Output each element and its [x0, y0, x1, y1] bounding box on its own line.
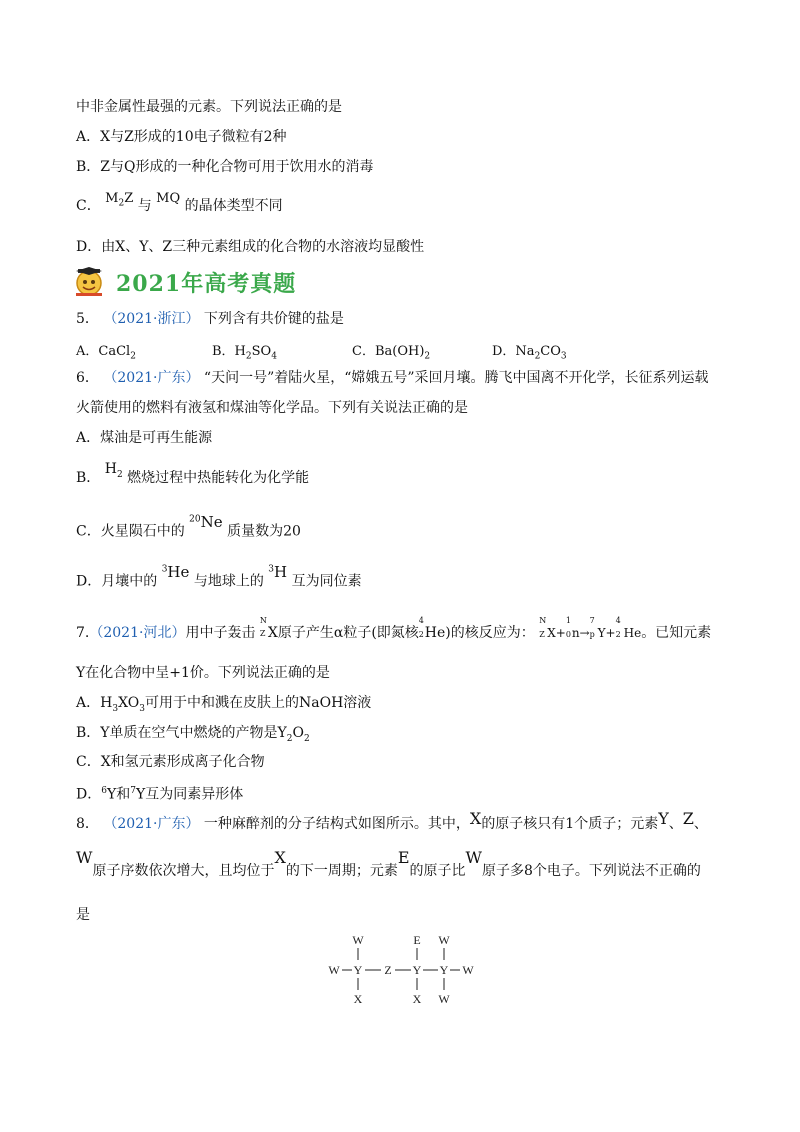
banner-title: 2021年高考真题	[116, 270, 297, 297]
option-b-mid: O	[292, 725, 304, 741]
subscript: 2	[286, 733, 293, 744]
element-symbol: Ne	[200, 512, 223, 531]
question-text: 一种麻醉剂的分子结构式如图所示。其中，	[203, 816, 470, 832]
h-symbol: H	[104, 461, 117, 477]
option-c-tail: 质量数为20	[227, 523, 301, 540]
question-text: 。已知元素	[641, 625, 712, 641]
q7-stem-line2: Y在化合物中呈+1价。下列说法正确的是	[76, 665, 330, 681]
atomic-number: p	[589, 630, 595, 639]
q6-stem-line2: 火箭使用的燃料有液氢和煤油等化学品。下列有关说法正确的是	[76, 400, 468, 416]
option-b-text: B．Y单质在空气中燃烧的产物是Y	[76, 725, 287, 741]
question-source: （2021·广东）	[103, 370, 200, 386]
question-text: )的核反应为：	[445, 625, 535, 641]
z-symbol: Z	[124, 191, 134, 206]
he-nuclide-notation	[418, 616, 425, 643]
atomic-number: Z	[259, 629, 266, 638]
q5-option-d	[492, 340, 567, 362]
q6-option-b	[76, 461, 310, 494]
mass-number: 7	[589, 616, 595, 625]
option-c-text: C．Ba(OH)	[352, 344, 425, 359]
q5-option-a	[76, 340, 136, 362]
eq-x-nuclide	[539, 616, 547, 643]
m2z-subscript: 2	[118, 198, 125, 209]
option-d-mid: 与地球上的	[193, 573, 264, 590]
mass-number: 4	[418, 616, 424, 625]
question-text: 原子多8个电子。下列说法不正确的	[481, 863, 701, 879]
q6-option-c	[76, 512, 301, 542]
mass-number: N	[539, 616, 547, 625]
option-a-mid: XO	[118, 695, 140, 711]
q8-stem-line3: 是	[76, 907, 90, 923]
question-text: 的原子比	[409, 863, 466, 879]
question-number: 6．	[76, 370, 99, 386]
mass-number: 20	[189, 514, 201, 524]
question-number: 8．	[76, 816, 99, 832]
question-text: 原子序数依次增大，且均位于	[92, 863, 275, 879]
eq-text: He	[623, 626, 642, 640]
eq-text: X+	[547, 626, 566, 640]
h2-formula	[104, 461, 123, 480]
subscript: 2	[245, 351, 252, 362]
option-b-text: B．H	[212, 344, 246, 359]
w-symbol: W	[76, 848, 93, 867]
neutron-notation	[565, 616, 572, 643]
z-symbol: Z	[682, 809, 694, 828]
atom-row-1: W	[328, 963, 340, 977]
subscript: 2	[116, 469, 123, 480]
he-product-nuclide	[615, 616, 624, 643]
atom-row-4: Y	[412, 963, 422, 977]
atomic-number: 2	[418, 630, 424, 639]
ne-isotope	[189, 512, 223, 531]
question-number: 5．	[76, 311, 99, 327]
superscript: 6	[101, 786, 107, 796]
q4-option-d: D．由X、Y、Z三种元素组成的化合物的水溶液均显酸性	[76, 239, 425, 255]
subscript: 2	[130, 351, 136, 362]
subscript: 3	[112, 703, 119, 714]
nuclear-equation	[539, 616, 642, 640]
section-banner	[72, 267, 296, 297]
atom-row-3: Z	[384, 963, 392, 977]
subscript: 3	[560, 351, 567, 362]
q5-option-c	[352, 340, 430, 362]
atomic-number: 0	[565, 630, 571, 639]
w-symbol: W	[465, 848, 482, 867]
option-d-label: D．月壤中的	[76, 573, 158, 590]
x-symbol: X	[469, 809, 482, 828]
separator: 、	[668, 816, 683, 832]
q8-stem-line1	[76, 809, 708, 834]
e-symbol: E	[397, 848, 410, 867]
question-source: （2021·河北）	[89, 625, 186, 641]
subscript: 2	[304, 733, 310, 744]
atom-row-2: Y	[353, 963, 363, 977]
question-text: 下列含有共价键的盐是	[203, 311, 344, 327]
q7-option-a	[76, 693, 371, 719]
subscript: 2	[424, 351, 431, 362]
eq-text: n→	[571, 626, 590, 640]
atom-top-1: W	[352, 933, 364, 947]
q4-option-b: B．Z与Q形成的一种化合物可用于饮用水的消毒	[76, 159, 374, 175]
q6-option-a: A．煤油是可再生能源	[76, 430, 213, 446]
atom-bottom-3: W	[438, 992, 450, 1006]
option-b-label: B．	[76, 470, 101, 486]
atom-row-6: W	[462, 963, 474, 977]
mascot-icon	[72, 267, 106, 297]
question-text: 的下一周期；元素	[285, 863, 398, 879]
option-d-text: D．	[76, 786, 102, 803]
mq-formula: MQ	[156, 191, 181, 206]
option-d-tail: 互为同位素	[291, 573, 362, 590]
mass-number: 4	[615, 616, 621, 625]
q5-option-b	[212, 340, 277, 362]
subscript: 2	[534, 351, 541, 362]
eq-text: Y+	[597, 626, 616, 640]
option-a-text: A．H	[76, 695, 113, 711]
mass-number: 1	[565, 616, 571, 625]
question-text: 原子产生α粒子(即氮核	[277, 625, 419, 641]
nz-nuclide-notation	[259, 616, 268, 643]
molecular-structure-diagram	[322, 932, 502, 1012]
atomic-number: Z	[539, 630, 545, 639]
question-source: （2021·广东）	[103, 816, 200, 832]
option-c-tail: 的晶体类型不同	[184, 198, 283, 214]
atomic-number: 2	[615, 630, 621, 639]
atom-row-5: Y	[439, 963, 449, 977]
q7-option-b	[76, 723, 310, 749]
q8-stem-line2	[76, 848, 701, 881]
mass-number: N	[259, 616, 267, 625]
y-symbol: Y	[658, 809, 669, 828]
subscript: 4	[271, 351, 277, 362]
question-source: （2021·浙江）	[103, 311, 200, 327]
q4-option-c	[76, 191, 283, 222]
he3-isotope	[161, 562, 190, 581]
element-symbol: H	[274, 562, 288, 581]
with-text: 与	[137, 198, 152, 214]
option-d-mid: CO	[540, 344, 561, 359]
atom-bottom-1: X	[353, 992, 363, 1006]
question-text: 的原子核只有1个质子；元素	[481, 816, 659, 832]
q4-stem-tail: 中非金属性最强的元素。下列说法正确的是	[76, 99, 342, 115]
q5-stem	[76, 309, 344, 329]
option-b-tail: 燃烧过程中热能转化为化学能	[127, 470, 310, 486]
atom-top-2: E	[413, 933, 421, 947]
element-symbol: He	[167, 562, 190, 581]
atom-top-3: W	[438, 933, 450, 947]
q6-option-d	[76, 562, 362, 592]
option-d-text: D．Na	[492, 344, 535, 359]
question-number: 7.	[76, 625, 90, 641]
option-a-tail: 可用于中和溅在皮肤上的NaOH溶液	[145, 695, 372, 711]
he-symbol: He	[424, 625, 446, 641]
option-d-mid: Y和	[106, 786, 131, 803]
mass-number: 3	[161, 564, 168, 574]
x-symbol: X	[267, 625, 278, 641]
atom-bottom-2: X	[412, 992, 422, 1006]
option-c-label: C．火星陨石中的	[76, 523, 185, 540]
question-text: 用中子轰击	[185, 625, 256, 641]
mass-number: 3	[268, 564, 275, 574]
option-a-text: A．CaCl	[76, 344, 131, 359]
m2z-formula	[105, 191, 134, 209]
option-b-mid: SO	[251, 344, 272, 359]
option-d-tail: Y互为同素异形体	[135, 786, 244, 803]
q6-stem-line1	[76, 368, 709, 388]
subscript: 3	[139, 703, 145, 714]
q7-stem-line1	[76, 616, 712, 643]
q7-option-d	[76, 781, 243, 805]
q7-option-c: C．X和氢元素形成离子化合物	[76, 754, 265, 770]
h3-isotope	[268, 562, 288, 581]
m-symbol: M	[105, 191, 119, 206]
separator: 、	[693, 816, 708, 832]
question-text: “天问一号”着陆火星，“嫦娥五号”采回月壤。腾飞中国离不开化学，长征系列运载	[203, 370, 709, 386]
option-c-label: C．	[76, 198, 101, 214]
x-symbol: X	[274, 848, 286, 867]
superscript: 7	[130, 786, 136, 796]
q4-option-a: A．X与Z形成的10电子微粒有2种	[76, 129, 287, 145]
y-nuclide	[589, 616, 598, 643]
